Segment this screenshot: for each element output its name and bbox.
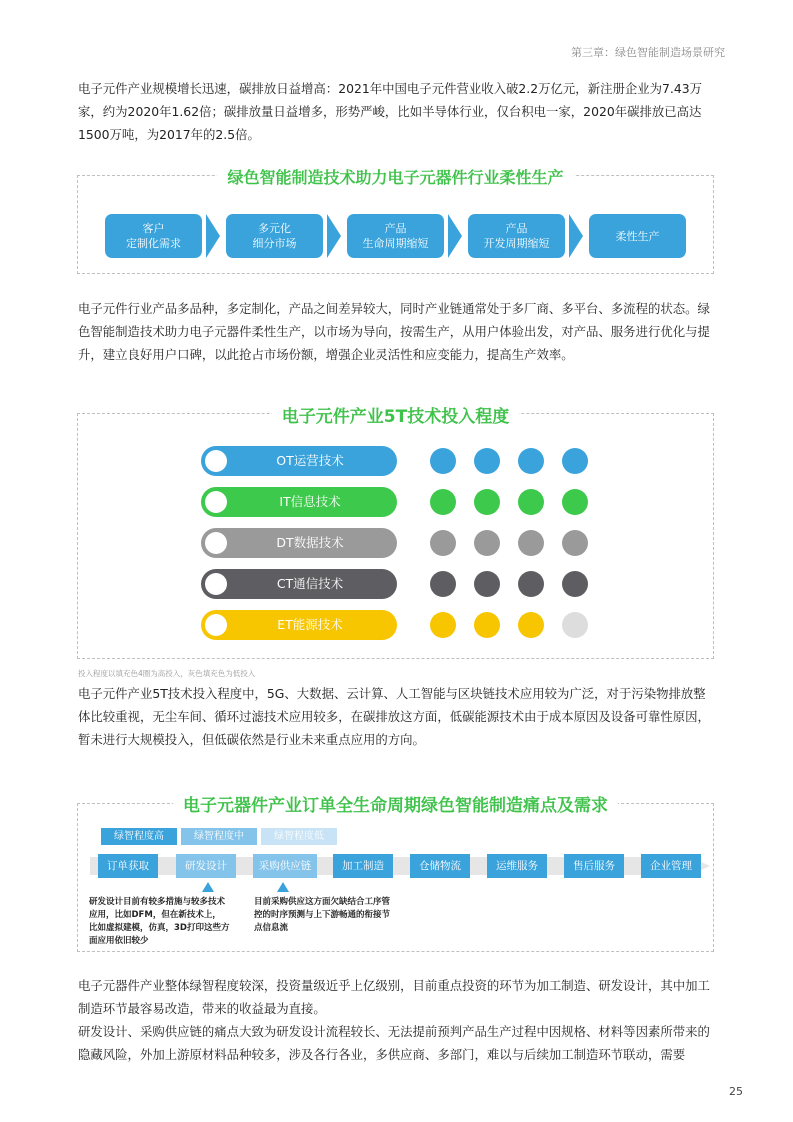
tech-pill <box>201 446 397 476</box>
investment-dot <box>518 612 544 638</box>
investment-dot <box>562 489 588 515</box>
lifecycle-panel <box>77 796 714 952</box>
flexible-paragraph: 电子元件行业产品多品种，多定制化，产品之间差异较大，同时产业链通常处于多厂商、多平台、多流程的状态。绿色智能制造技术助力电子元器件柔性生产，以市场为导向，按需生产，从用户体验出发，对产品、服务进行优化与提升，建立良好用户口碑，以此抢占市场份额，增强企业灵活性和应变能力，提高生产效率。 <box>78 301 710 362</box>
tech-label: CT通信技术 <box>276 576 344 591</box>
chain-step: 售后服务 <box>564 854 624 878</box>
toggle-knob-icon <box>205 614 227 636</box>
tech-label: DT数据技术 <box>276 535 344 550</box>
tech-row <box>201 610 597 640</box>
investment-dot <box>430 571 456 597</box>
legend-medium: 绿智程度中 <box>181 828 257 845</box>
tech-pill <box>201 528 397 558</box>
lifecycle-paragraph-2: 研发设计、采购供应链的痛点大致为研发设计流程较长、无法提前预判产品生产过程中因规格、材料等因素所带来的隐藏风险，外加上游原材料品种较多，涉及各行各业，多供应商、多部门，难以与后续加工制造环节联动，需要 <box>78 1024 710 1062</box>
chain-step: 采购供应链 <box>253 854 317 878</box>
tech-label: IT信息技术 <box>279 494 341 509</box>
pain-marker-purchase <box>277 882 289 892</box>
tech-label: ET能源技术 <box>277 617 343 632</box>
legend-low: 绿智程度低 <box>261 828 337 845</box>
page-number: 25 <box>729 1085 743 1098</box>
tech-row <box>201 528 597 558</box>
tech-pill <box>201 610 397 640</box>
investment-dot <box>430 448 456 474</box>
flow-step-development: 产品 开发周期缩短 <box>468 214 565 258</box>
flow-step-customer: 客户 定制化需求 <box>105 214 202 258</box>
investment-dot <box>474 530 500 556</box>
flexible-production-panel <box>77 168 714 274</box>
investment-dot <box>562 571 588 597</box>
chain-step: 加工制造 <box>333 854 393 878</box>
toggle-knob-icon <box>205 532 227 554</box>
tech-5t-paragraph: 电子元件产业5T技术投入程度中，5G、大数据、云计算、人工智能与区块链技术应用较为广泛，对于污染物排放整体比较重视，无尘车间、循环过滤技术应用较多，在碳排放这方面，低碳能源技术由于成本原因及设备可靠性原因，暂未进行大规模投入，但低碳依然是行业未来重点应用的方向。 <box>78 686 710 747</box>
investment-dot <box>562 448 588 474</box>
lifecycle-paragraph-1: 电子元器件产业整体绿智程度较深，投资量级近乎上亿级别，目前重点投资的环节为加工制造、研发设计，其中加工制造环节最容易改造，带来的收益最为直接。 <box>78 978 710 1016</box>
investment-dot <box>474 612 500 638</box>
tech-pill <box>201 487 397 517</box>
chevron-right-icon <box>323 214 347 258</box>
intro-paragraph: 电子元件产业规模增长迅速，碳排放日益增高：2021年中国电子元件营业收入破2.2万亿元，新注册企业为7.43万家，约为2020年1.62倍；碳排放量日益增多，形势严峻，比如半导体行业，仅台积电一家，2020年碳排放已高达1500万吨，为2017年的2.5倍。 <box>78 81 703 142</box>
chain-step: 订单获取 <box>98 854 158 878</box>
tech-5t-panel <box>77 407 714 678</box>
investment-dot <box>430 530 456 556</box>
lifecycle-title: 电子元器件产业订单全生命周期绿色智能制造痛点及需求 <box>78 791 713 816</box>
investment-dot <box>518 489 544 515</box>
flexible-flow <box>105 214 686 258</box>
chain-step: 运维服务 <box>487 854 547 878</box>
toggle-knob-icon <box>205 491 227 513</box>
investment-dot <box>474 571 500 597</box>
tech-5t-note: 投入程度以填充色4圈为高投入，灰色填充色为低投入 <box>78 669 256 678</box>
chevron-right-icon <box>202 214 226 258</box>
tech-5t-title: 电子元件产业5T技术投入程度 <box>78 402 713 427</box>
flow-step-flexible: 柔性生产 <box>589 214 686 258</box>
flow-step-market: 多元化 细分市场 <box>226 214 323 258</box>
investment-dot <box>518 448 544 474</box>
chain-step: 企业管理 <box>641 854 701 878</box>
flow-step-lifecycle: 产品 生命周期缩短 <box>347 214 444 258</box>
value-chain <box>90 854 700 878</box>
chain-step: 仓储物流 <box>410 854 470 878</box>
tech-row <box>201 569 597 599</box>
chain-step: 研发设计 <box>176 854 236 878</box>
chapter-header: 第三章：绿色智能制造场景研究 <box>571 46 725 59</box>
pain-purchase-text: 目前采购供应这方面欠缺结合工序管 控的时序预测与上下游畅通的衔接节 点信息流 <box>254 897 391 933</box>
investment-dot <box>562 530 588 556</box>
pain-rd-text: 研发设计目前有较多措施与较多技术 应用，比如DFM，但在新技术上， 比如虚拟建模，仿真，3D打印这些方 面应用依旧较少 <box>89 897 230 946</box>
chevron-right-icon <box>444 214 468 258</box>
tech-row <box>201 446 597 476</box>
investment-dot <box>430 489 456 515</box>
investment-dot <box>474 489 500 515</box>
investment-dot <box>518 571 544 597</box>
tech-row <box>201 487 597 517</box>
pain-marker-rd <box>202 882 214 892</box>
toggle-knob-icon <box>205 573 227 595</box>
legend-high: 绿智程度高 <box>101 828 177 845</box>
tech-label: OT运营技术 <box>276 453 344 468</box>
toggle-knob-icon <box>205 450 227 472</box>
investment-dot <box>562 612 588 638</box>
flexible-production-title: 绿色智能制造技术助力电子元器件行业柔性生产 <box>78 165 713 188</box>
investment-dot <box>430 612 456 638</box>
tech-pill <box>201 569 397 599</box>
investment-dot <box>518 530 544 556</box>
chevron-right-icon <box>565 214 589 258</box>
investment-dot <box>474 448 500 474</box>
